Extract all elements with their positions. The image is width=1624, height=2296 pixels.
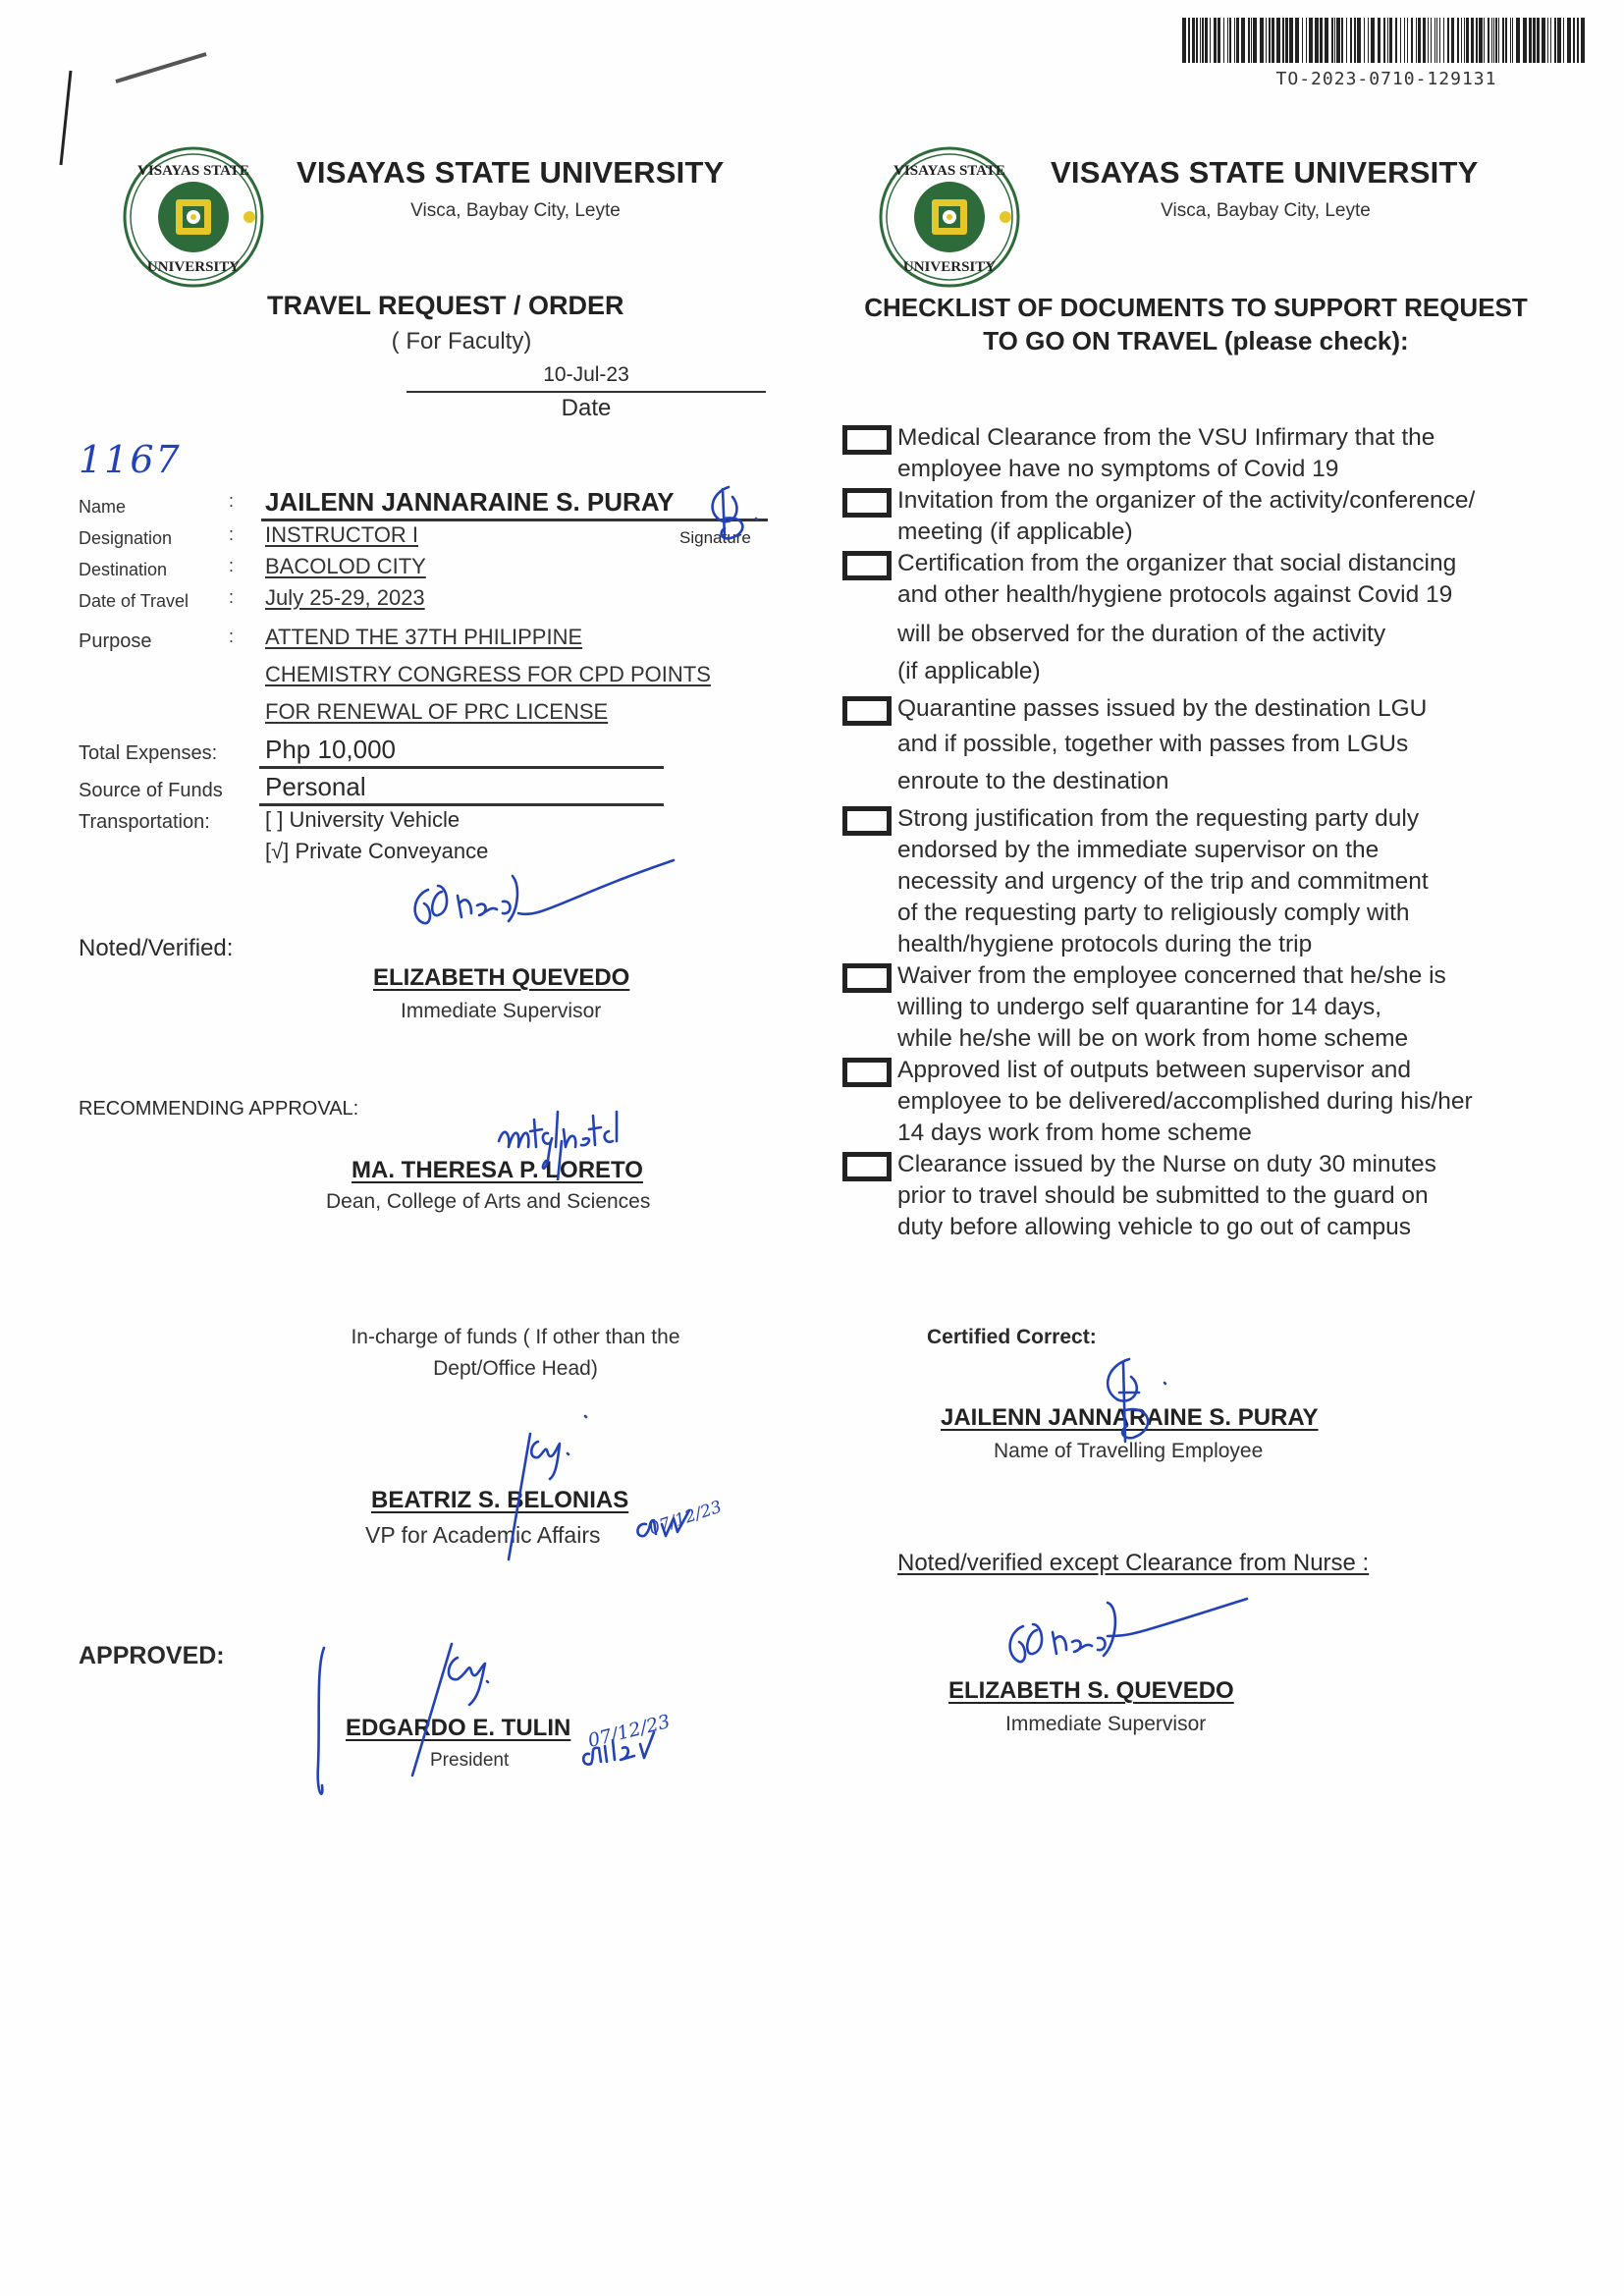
barcode-bar xyxy=(1200,18,1201,63)
barcode-bar xyxy=(1214,18,1217,63)
barcode-bar xyxy=(1495,18,1497,63)
barcode-bar xyxy=(1383,18,1385,63)
signature-label: Signature xyxy=(679,528,751,547)
checklist-item-line: while he/she will be on work from home scheme xyxy=(897,1025,1409,1052)
barcode-bar xyxy=(1451,18,1454,63)
barcode-bar xyxy=(1350,18,1352,63)
approved-signatory-name: EDGARDO E. TULIN xyxy=(346,1715,571,1741)
form-title: TRAVEL REQUEST / ORDER xyxy=(267,291,624,320)
barcode-bar xyxy=(1537,18,1540,63)
checklist-item-line: enroute to the destination xyxy=(897,768,1169,794)
name-label: Name xyxy=(79,497,127,517)
barcode-bar xyxy=(1309,18,1313,63)
checklist-item-line: meeting (if applicable) xyxy=(897,519,1133,545)
checklist-item-line: endorsed by the immediate supervisor on the xyxy=(897,837,1380,863)
barcode-bar xyxy=(1581,18,1585,63)
handwritten-reference-number: 1167 xyxy=(79,438,182,481)
purpose-label: Purpose xyxy=(79,630,152,652)
checklist-item-line: Strong justification from the requesting party duly xyxy=(897,805,1420,832)
barcode-bar xyxy=(1563,18,1564,63)
svg-text:VISAYAS STATE: VISAYAS STATE xyxy=(137,163,249,179)
checklist-item-line: (if applicable) xyxy=(897,658,1041,684)
barcode-bar xyxy=(1439,18,1440,63)
barcode-bar xyxy=(1223,18,1224,63)
barcode-bar xyxy=(1479,18,1483,63)
barcode-bar xyxy=(1447,18,1449,63)
barcode-bar xyxy=(1547,18,1548,63)
barcode-bar xyxy=(1395,18,1397,63)
barcode-bar xyxy=(1488,18,1489,63)
transport-checkbox-unchecked: [ ] xyxy=(265,807,284,832)
barcode-bar xyxy=(1241,18,1245,63)
barcode-bar xyxy=(1202,18,1204,63)
funds-signatory-name: BEATRIZ S. BELONIAS xyxy=(371,1487,629,1513)
barcode-bar xyxy=(1218,18,1220,63)
barcode-bar xyxy=(1354,18,1356,63)
barcode-bar xyxy=(1491,18,1492,63)
checklist-item-line: Quarantine passes issued by the destination LGU xyxy=(897,695,1428,722)
barcode-number: TO-2023-0710-129131 xyxy=(1275,69,1497,89)
date-of-travel-label: Date of Travel xyxy=(79,591,189,611)
barcode xyxy=(1182,18,1591,63)
barcode-bar xyxy=(1285,18,1288,63)
barcode-bar xyxy=(1368,18,1369,63)
barcode-bar xyxy=(1236,18,1239,63)
checklist-item-line: of the requesting party to religiously comply with xyxy=(897,900,1410,926)
barcode-bar xyxy=(1205,18,1208,63)
barcode-bar xyxy=(1325,18,1328,63)
barcode-bar xyxy=(1498,18,1499,63)
barcode-bar xyxy=(1341,18,1343,63)
destination-label: Destination xyxy=(79,560,168,579)
funds-label-line-2: Dept/Office Head) xyxy=(433,1357,598,1380)
form-subtitle: ( For Faculty) xyxy=(391,328,532,355)
noted-except-nurse-label: Noted/verified except Clearance from Nurse : xyxy=(897,1550,1370,1576)
barcode-bar xyxy=(1423,18,1426,63)
barcode-bar xyxy=(1516,18,1520,63)
checklist-item-line: and if possible, together with passes from LGUs xyxy=(897,731,1409,757)
barcode-bar xyxy=(1404,18,1405,63)
barcode-bar xyxy=(1192,18,1195,63)
checklist-item-line: employee to be delivered/accomplished during his/her xyxy=(897,1088,1473,1115)
barcode-bar xyxy=(1234,18,1235,63)
handwritten-date-belonias: 07/12/23 xyxy=(646,1497,725,1540)
barcode-bar xyxy=(1418,18,1421,63)
university-address: Visca, Baybay City, Leyte xyxy=(410,200,621,221)
barcode-bar xyxy=(1400,18,1401,63)
barcode-bar xyxy=(1188,18,1190,63)
barcode-bar xyxy=(1577,18,1579,63)
checklist-checkbox[interactable] xyxy=(842,551,892,580)
checklist-item-line: Medical Clearance from the VSU Infirmary that the xyxy=(897,424,1435,451)
transport-option-label: Private Conveyance xyxy=(295,839,489,863)
barcode-bar xyxy=(1389,18,1392,63)
checklist-item-line: prior to travel should be submitted to the guard on xyxy=(897,1182,1429,1209)
barcode-bar xyxy=(1378,18,1380,63)
source-of-funds-label: Source of Funds xyxy=(79,780,223,801)
barcode-bar xyxy=(1302,18,1303,63)
colon: : xyxy=(229,587,235,607)
signature-puray-certified xyxy=(1090,1353,1188,1451)
barcode-bar xyxy=(1523,18,1527,63)
funds-signatory-title: VP for Academic Affairs xyxy=(365,1522,601,1548)
total-expenses-underline xyxy=(259,766,664,769)
barcode-bar xyxy=(1196,18,1198,63)
university-seal-logo xyxy=(122,145,265,289)
checklist-item-line: will be observed for the duration of the activity xyxy=(897,621,1386,647)
source-of-funds-value: Personal xyxy=(265,772,366,801)
barcode-bar xyxy=(1461,18,1462,63)
barcode-bar xyxy=(1431,18,1432,63)
svg-text:UNIVERSITY: UNIVERSITY xyxy=(902,259,997,275)
barcode-bar xyxy=(1346,18,1347,63)
barcode-bar xyxy=(1407,18,1408,63)
checklist-item-line: willing to undergo self quarantine for 14 days, xyxy=(897,994,1382,1020)
certified-employee-name: JAILENN JANNARAINE S. PURAY xyxy=(941,1404,1319,1431)
barcode-bar xyxy=(1493,18,1494,63)
colon: : xyxy=(229,627,235,646)
barcode-bar xyxy=(1182,18,1186,63)
noted-signatory-name: ELIZABETH QUEVEDO xyxy=(373,964,630,991)
checklist-item-line: and other health/hygiene protocols against Covid 19 xyxy=(897,581,1453,608)
barcode-bar xyxy=(1428,18,1429,63)
purpose-line-1: ATTEND THE 37TH PHILIPPINE xyxy=(265,625,583,649)
barcode-bar xyxy=(1567,18,1571,63)
svg-text:UNIVERSITY: UNIVERSITY xyxy=(146,259,241,275)
checklist-checkbox[interactable] xyxy=(842,1152,892,1181)
barcode-bar xyxy=(1289,18,1293,63)
recommending-approval-label: RECOMMENDING APPROVAL: xyxy=(79,1098,359,1120)
barcode-bar xyxy=(1471,18,1474,63)
date-value: 10-Jul-23 xyxy=(543,363,629,386)
name-value: JAILENN JANNARAINE S. PURAY xyxy=(265,487,675,517)
noted-nurse-signatory-title: Immediate Supervisor xyxy=(1005,1713,1207,1735)
transport-checkbox-checked: [√] xyxy=(265,839,290,863)
checklist-item-line: 14 days work from home scheme xyxy=(897,1120,1252,1146)
funds-label-line-1: In-charge of funds ( If other than the xyxy=(351,1326,680,1348)
transport-option-university-vehicle xyxy=(265,807,460,833)
certified-correct-label: Certified Correct: xyxy=(927,1326,1097,1348)
purpose-line-2: CHEMISTRY CONGRESS FOR CPD POINTS xyxy=(265,662,711,686)
colon: : xyxy=(229,556,235,575)
barcode-bar xyxy=(1533,18,1536,63)
barcode-bar xyxy=(1542,18,1545,63)
checklist-item-line: employee have no symptoms of Covid 19 xyxy=(897,456,1339,482)
barcode-bar xyxy=(1387,18,1388,63)
checklist-title-line-1: CHECKLIST OF DOCUMENTS TO SUPPORT REQUEST xyxy=(864,293,1528,322)
checklist-title-line-2: TO GO ON TRAVEL (please check): xyxy=(983,326,1409,355)
barcode-bar xyxy=(1510,18,1511,63)
barcode-bar xyxy=(1371,18,1375,63)
university-name: VISAYAS STATE UNIVERSITY xyxy=(297,155,725,190)
barcode-bar xyxy=(1331,18,1333,63)
barcode-bar xyxy=(1550,18,1551,63)
barcode-bar xyxy=(1357,18,1361,63)
barcode-bar xyxy=(1229,18,1231,63)
barcode-bar xyxy=(1269,18,1271,63)
recommending-signatory-title: Dean, College of Arts and Sciences xyxy=(326,1190,651,1213)
barcode-bar xyxy=(1334,18,1335,63)
noted-nurse-signatory-name: ELIZABETH S. QUEVEDO xyxy=(948,1677,1234,1704)
barcode-bar xyxy=(1416,18,1417,63)
barcode-bar xyxy=(1210,18,1211,63)
approved-label: APPROVED: xyxy=(79,1642,225,1669)
destination-value: BACOLOD CITY xyxy=(265,554,426,578)
checklist-checkbox[interactable] xyxy=(842,963,892,993)
barcode-bar xyxy=(1295,18,1299,63)
barcode-bar xyxy=(1272,18,1274,63)
barcode-bar xyxy=(1512,18,1513,63)
checklist-checkbox[interactable] xyxy=(842,1058,892,1087)
total-expenses-label: Total Expenses: xyxy=(79,742,218,764)
transportation-label: Transportation: xyxy=(79,811,210,833)
university-seal-logo xyxy=(878,145,1021,289)
total-expenses-value: Php 10,000 xyxy=(265,735,397,764)
svg-text:VISAYAS STATE: VISAYAS STATE xyxy=(893,163,1005,179)
barcode-bar xyxy=(1436,18,1437,63)
signature-quevedo-1 xyxy=(403,856,677,945)
barcode-bar xyxy=(1306,18,1307,63)
source-of-funds-underline xyxy=(259,803,664,806)
transport-option-label: University Vehicle xyxy=(289,807,460,832)
transport-option-private-conveyance xyxy=(265,839,488,864)
checklist-item-line: Clearance issued by the Nurse on duty 30 minutes xyxy=(897,1151,1436,1177)
approved-signatory-title: President xyxy=(430,1750,510,1771)
barcode-bar xyxy=(1466,18,1469,63)
recommending-signatory-name: MA. THERESA P. LORETO xyxy=(352,1157,643,1183)
designation-value: INSTRUCTOR I xyxy=(265,522,419,547)
barcode-bar xyxy=(1502,18,1504,63)
barcode-bar xyxy=(1484,18,1485,63)
university-address: Visca, Baybay City, Leyte xyxy=(1161,200,1371,221)
signature-quevedo-2 xyxy=(998,1597,1253,1685)
university-name: VISAYAS STATE UNIVERSITY xyxy=(1051,155,1479,190)
date-underline xyxy=(406,391,766,393)
checklist-item-line: necessity and urgency of the trip and commitment xyxy=(897,868,1429,895)
barcode-bar xyxy=(1364,18,1365,63)
checklist-checkbox[interactable] xyxy=(842,696,892,726)
barcode-bar xyxy=(1457,18,1459,63)
barcode-bar xyxy=(1315,18,1319,63)
barcode-bar xyxy=(1276,18,1280,63)
barcode-bar xyxy=(1529,18,1532,63)
checklist-item-line: Certification from the organizer that social distancing xyxy=(897,550,1457,576)
colon: : xyxy=(229,491,235,511)
date-label: Date xyxy=(561,395,612,421)
barcode-bar xyxy=(1336,18,1340,63)
barcode-bar xyxy=(1320,18,1323,63)
date-of-travel-value: July 25-29, 2023 xyxy=(265,585,425,610)
certified-employee-title: Name of Travelling Employee xyxy=(994,1440,1264,1462)
designation-label: Designation xyxy=(79,528,173,548)
purpose-line-3: FOR RENEWAL OF PRC LICENSE xyxy=(265,699,609,724)
barcode-bar xyxy=(1227,18,1228,63)
handwritten-date-tulin: 07/12/23 xyxy=(585,1711,673,1752)
noted-signatory-title: Immediate Supervisor xyxy=(401,1000,602,1022)
checklist-checkbox[interactable] xyxy=(842,806,892,836)
checklist-item-line: Invitation from the organizer of the activity/conference/ xyxy=(897,487,1476,514)
barcode-bar xyxy=(1282,18,1284,63)
noted-verified-label: Noted/Verified: xyxy=(79,935,234,961)
barcode-bar xyxy=(1248,18,1250,63)
barcode-bar xyxy=(1476,18,1478,63)
barcode-bar xyxy=(1411,18,1413,63)
barcode-bar xyxy=(1573,18,1575,63)
barcode-bar xyxy=(1505,18,1507,63)
barcode-bar xyxy=(1266,18,1267,63)
barcode-bar xyxy=(1253,18,1257,63)
checklist-checkbox[interactable] xyxy=(842,488,892,518)
checklist-item-line: Waiver from the employee concerned that he/she is xyxy=(897,962,1446,989)
barcode-bar xyxy=(1260,18,1264,63)
barcode-bar xyxy=(1443,18,1444,63)
name-underline xyxy=(261,519,768,521)
barcode-bar xyxy=(1554,18,1556,63)
barcode-bar xyxy=(1557,18,1561,63)
colon: : xyxy=(229,524,235,544)
checklist-item-line: duty before allowing vehicle to go out of campus xyxy=(897,1214,1411,1240)
checklist-item-line: Approved list of outputs between supervisor and xyxy=(897,1057,1411,1083)
checklist-checkbox[interactable] xyxy=(842,425,892,455)
checklist-item-line: health/hygiene protocols during the trip xyxy=(897,931,1313,957)
barcode-bar xyxy=(1464,18,1465,63)
barcode-bar xyxy=(1251,18,1252,63)
